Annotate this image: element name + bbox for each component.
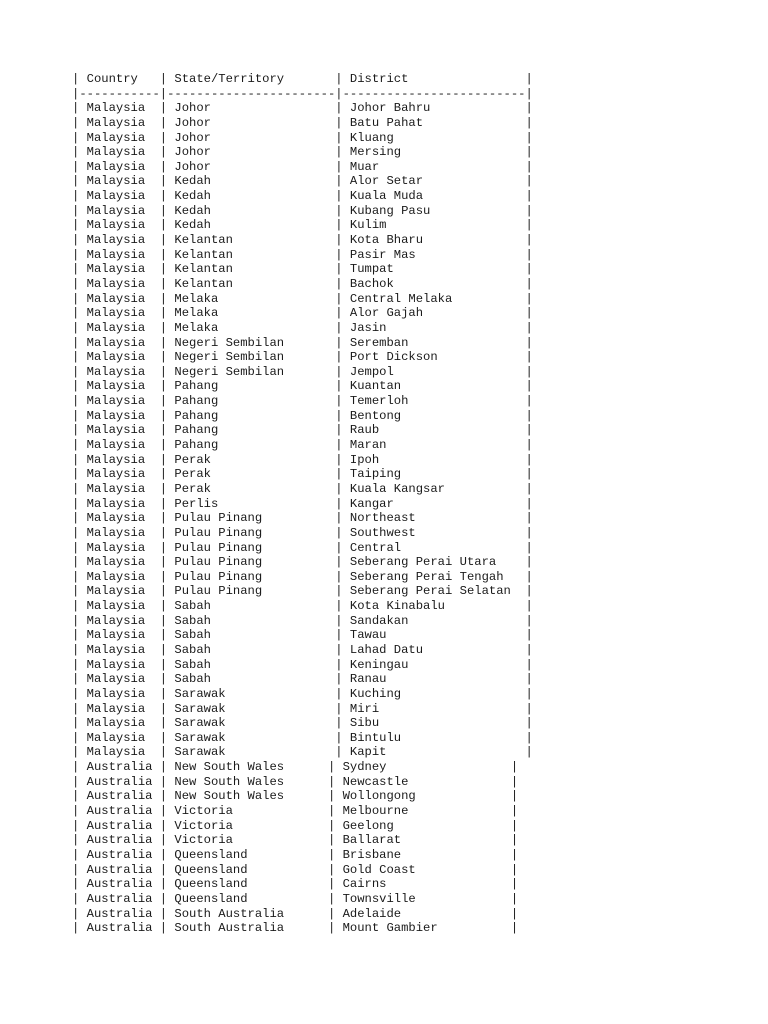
table-row: | Malaysia | Melaka | Alor Gajah | [72, 306, 533, 321]
table-row: | Malaysia | Pulau Pinang | Southwest | [72, 525, 533, 540]
table-row: | Malaysia | Kedah | Kulim | [72, 218, 533, 233]
table-row: | Malaysia | Sarawak | Miri | [72, 701, 533, 716]
table-row: | Malaysia | Pulau Pinang | Seberang Perai Tengah | [72, 569, 533, 584]
table-row: | Malaysia | Johor | Johor Bahru | [72, 101, 533, 116]
table-row: | Malaysia | Negeri Sembilan | Port Dickson | [72, 350, 533, 365]
table-row: | Malaysia | Kelantan | Tumpat | [72, 262, 533, 277]
table-row: | Australia | Queensland | Cairns | [72, 877, 519, 892]
ascii-table [72, 72, 692, 936]
table-row: | Malaysia | Pahang | Raub | [72, 423, 533, 438]
table-header-row: | Country | State/Territory | District | [72, 72, 533, 86]
table-row: | Australia | Queensland | Townsville | [72, 891, 519, 906]
table-row: | Malaysia | Pahang | Temerloh | [72, 394, 533, 409]
table-row: | Australia | Victoria | Melbourne | [72, 804, 519, 819]
table-row: | Malaysia | Perlis | Kangar | [72, 496, 533, 511]
table-row: | Malaysia | Pulau Pinang | Central | [72, 540, 533, 555]
table-row: | Malaysia | Johor | Mersing | [72, 145, 533, 160]
table-row: | Malaysia | Sabah | Sandakan | [72, 613, 533, 628]
table-row: | Malaysia | Johor | Muar | [72, 159, 533, 174]
table-row: | Malaysia | Sarawak | Bintulu | [72, 730, 533, 745]
table-row: | Malaysia | Negeri Sembilan | Jempol | [72, 364, 533, 379]
table-separator-row: |-----------|-----------------------|-------------------------| [72, 86, 533, 101]
table-row: | Malaysia | Sabah | Tawau | [72, 628, 533, 643]
table-row: | Malaysia | Sabah | Lahad Datu | [72, 642, 533, 657]
table-row: | Australia | South Australia | Adelaide | [72, 906, 519, 921]
table-row: | Malaysia | Sarawak | Kuching | [72, 686, 533, 701]
table-row: | Malaysia | Pahang | Bentong | [72, 408, 533, 423]
table-row: | Malaysia | Pahang | Maran | [72, 438, 533, 453]
table-row: | Australia | Queensland | Gold Coast | [72, 862, 519, 877]
table-row: | Malaysia | Kelantan | Pasir Mas | [72, 247, 533, 262]
table-row: | Malaysia | Sarawak | Sibu | [72, 716, 533, 731]
table-row: | Malaysia | Perak | Kuala Kangsar | [72, 481, 533, 496]
table-row: | Malaysia | Sarawak | Kapit | [72, 745, 533, 760]
table-row: | Malaysia | Johor | Batu Pahat | [72, 115, 533, 130]
table-row: | Malaysia | Perak | Taiping | [72, 467, 533, 482]
table-row: | Australia | Queensland | Brisbane | [72, 847, 519, 862]
table-row: | Australia | New South Wales | Newcastle | [72, 774, 519, 789]
table-row: | Malaysia | Kedah | Kuala Muda | [72, 189, 533, 204]
table-body [72, 101, 692, 936]
table-row: | Malaysia | Perak | Ipoh | [72, 452, 533, 467]
table-row: | Malaysia | Melaka | Central Melaka | [72, 291, 533, 306]
table-row: | Malaysia | Pahang | Kuantan | [72, 379, 533, 394]
table-row: | Malaysia | Kedah | Kubang Pasu | [72, 203, 533, 218]
table-row: | Australia | New South Wales | Sydney | [72, 760, 519, 775]
table-row: | Australia | New South Wales | Wollongong | [72, 789, 519, 804]
table-row: | Malaysia | Pulau Pinang | Seberang Perai Selatan | [72, 584, 533, 599]
table-row: | Malaysia | Pulau Pinang | Northeast | [72, 511, 533, 526]
table-row: | Australia | Victoria | Geelong | [72, 818, 519, 833]
table-row: | Malaysia | Sabah | Keningau | [72, 657, 533, 672]
table-row: | Malaysia | Kelantan | Kota Bharu | [72, 233, 533, 248]
table-row: | Australia | Victoria | Ballarat | [72, 833, 519, 848]
table-row: | Malaysia | Sabah | Kota Kinabalu | [72, 599, 533, 614]
table-row: | Malaysia | Sabah | Ranau | [72, 672, 533, 687]
table-row: | Malaysia | Melaka | Jasin | [72, 320, 533, 335]
table-row: | Malaysia | Pulau Pinang | Seberang Perai Utara | [72, 555, 533, 570]
table-row: | Malaysia | Kedah | Alor Setar | [72, 174, 533, 189]
table-row: | Malaysia | Negeri Sembilan | Seremban | [72, 335, 533, 350]
table-row: | Malaysia | Kelantan | Bachok | [72, 276, 533, 291]
table-row: | Australia | South Australia | Mount Gambier | [72, 921, 519, 936]
table-row: | Malaysia | Johor | Kluang | [72, 130, 533, 145]
